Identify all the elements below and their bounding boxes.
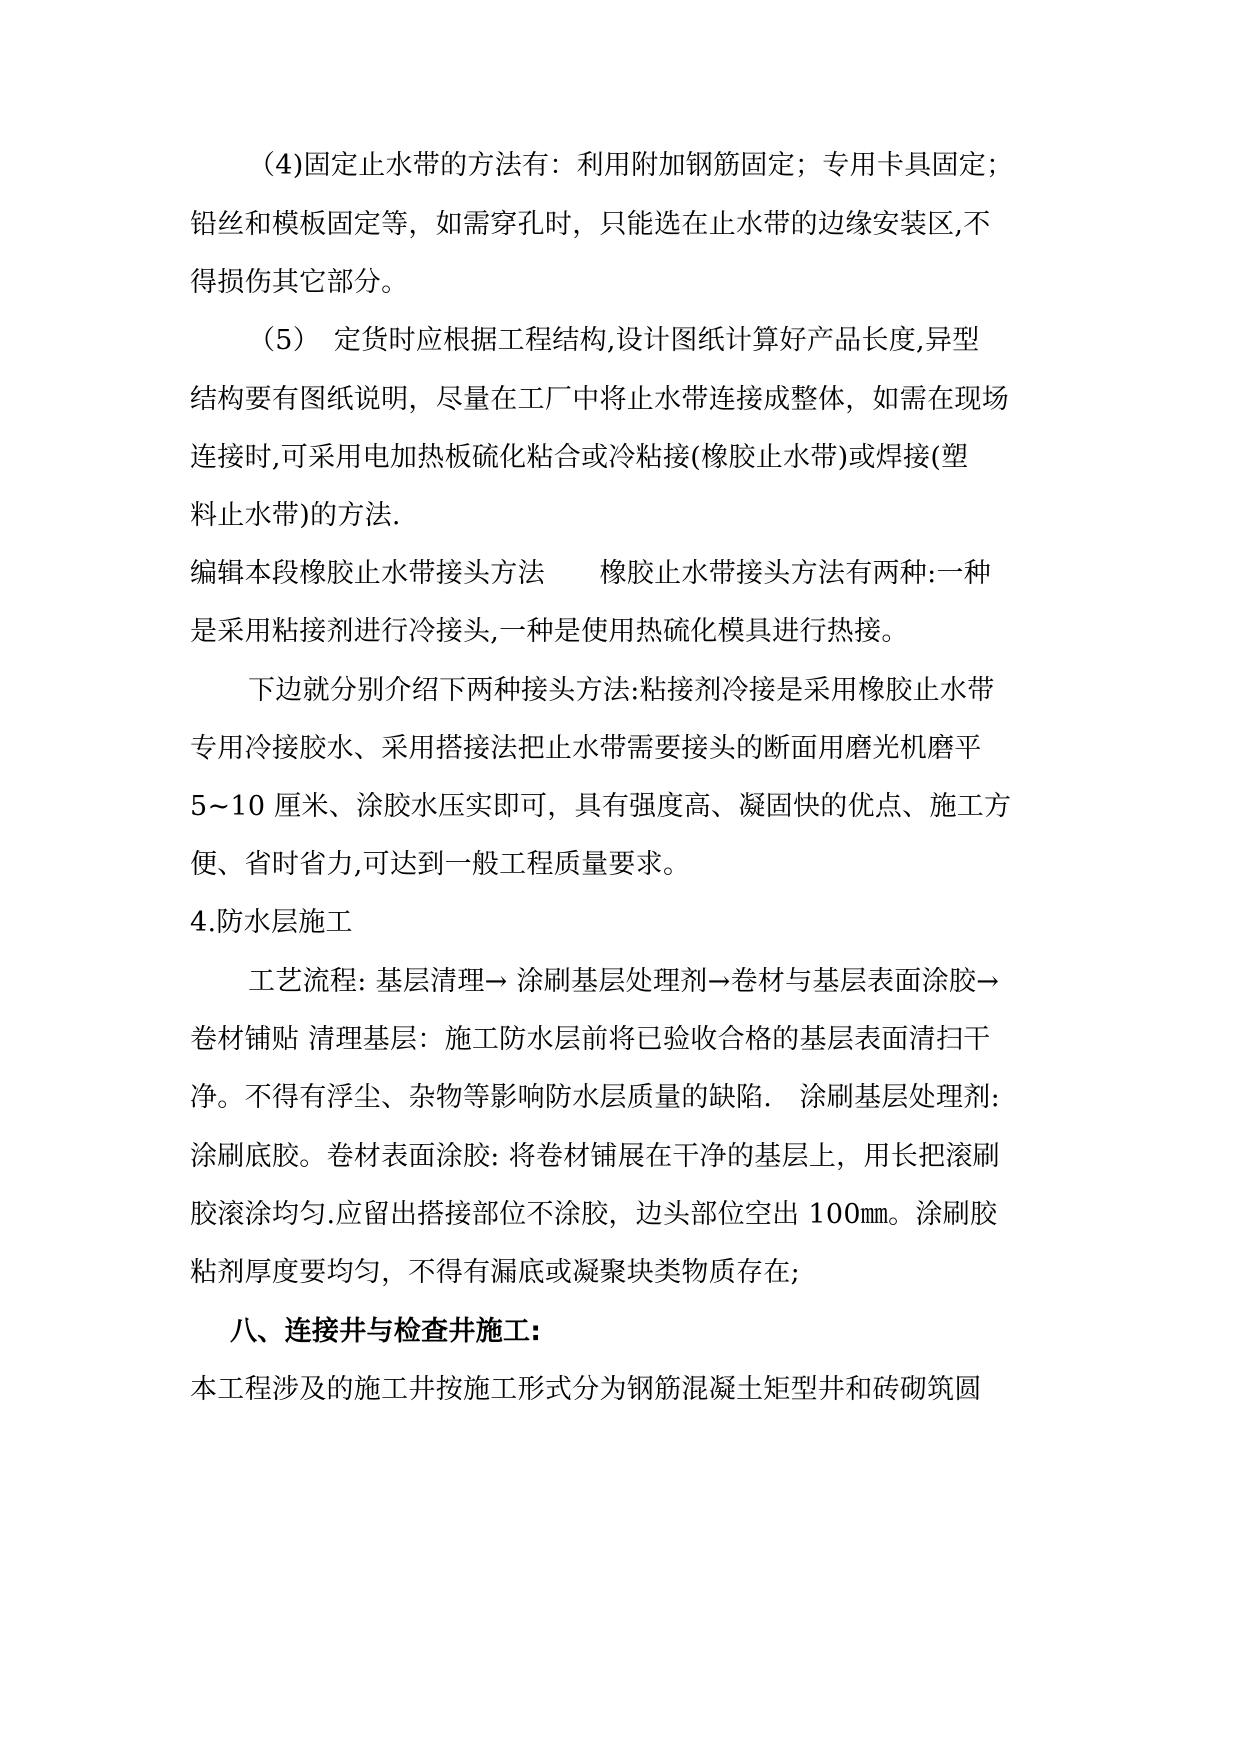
text-line: 粘剂厚度要均匀，不得有漏底或凝聚块类物质存在;	[190, 1257, 800, 1288]
text-line: 结构要有图纸说明，尽量在工厂中将止水带连接成整体，如需在现场	[190, 384, 1009, 415]
subheading: 4.防水层施工	[190, 907, 353, 938]
text-line: （5） 定货时应根据工程结构,设计图纸计算好产品长度,异型	[248, 325, 980, 356]
text-line: 净。不得有浮尘、杂物等影响防水层质量的缺陷. 涂刷基层处理剂:	[190, 1082, 1000, 1113]
text-line: 得损伤其它部分。	[190, 267, 409, 298]
text-line: 涂刷底胶。卷材表面涂胶: 将卷材铺展在干净的基层上，用长把滚刷	[190, 1141, 1000, 1172]
text-line: 料止水带)的方法.	[190, 500, 401, 531]
text-line: 工艺流程: 基层清理→ 涂刷基层处理剂→卷材与基层表面涂胶→	[248, 966, 1000, 997]
section-heading: 八、连接井与检查井施工:	[230, 1316, 542, 1347]
text-line: 铅丝和模板固定等，如需穿孔时，只能选在止水带的边缘安装区,不	[190, 209, 991, 240]
text-line: 专用冷接胶水、采用搭接法把止水带需要接头的断面用磨光机磨平	[190, 733, 982, 764]
text-line: 便、省时省力,可达到一般工程质量要求。	[190, 849, 691, 880]
text-line: 是采用粘接剂进行冷接头,一种是使用热硫化模具进行热接。	[190, 616, 909, 647]
text-line: （4)固定止水带的方法有：利用附加钢筋固定；专用卡具固定；	[248, 150, 1014, 181]
text-line: 下边就分别介绍下两种接头方法:粘接剂冷接是采用橡胶止水带	[248, 675, 995, 706]
text-line: 连接时,可采用电加热板硫化粘合或冷粘接(橡胶止水带)或焊接(塑	[190, 442, 969, 473]
text-line: 胶滚涂均匀.应留出搭接部位不涂胶，边头部位空出 100㎜。涂刷胶	[190, 1199, 998, 1230]
text-line: 本工程涉及的施工井按施工形式分为钢筋混凝土矩型井和砖砌筑圆	[190, 1374, 982, 1405]
text-line: 5~10 厘米、涂胶水压实即可，具有强度高、凝固快的优点、施工方	[190, 791, 1012, 822]
text-line: 编辑本段橡胶止水带接头方法 橡胶止水带接头方法有两种:一种	[190, 558, 992, 589]
text-line: 卷材铺贴 清理基层：施工防水层前将已验收合格的基层表面清扫干	[190, 1024, 991, 1055]
